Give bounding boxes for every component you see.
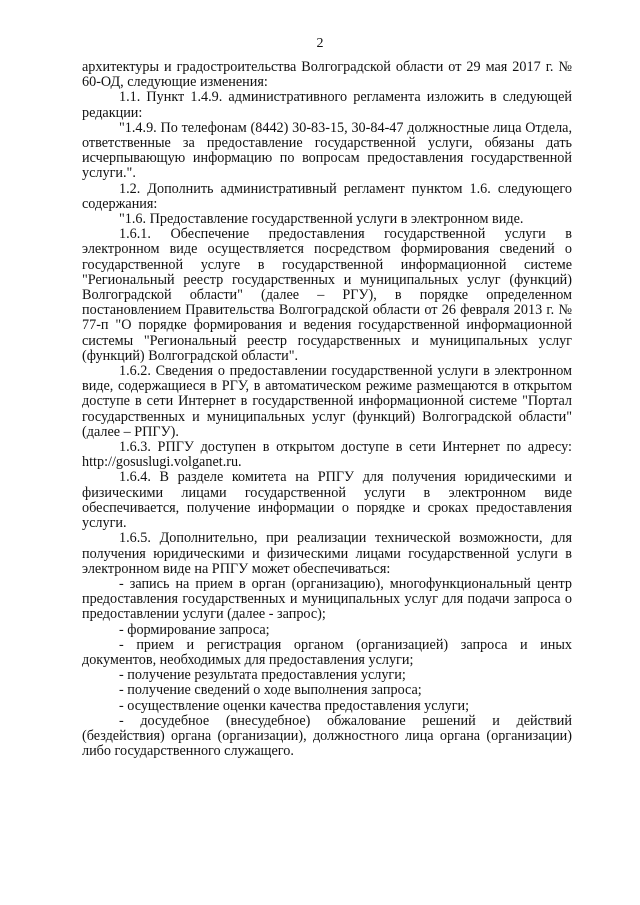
paragraph: 1.6.2. Сведения о предоставлении государственной услуги в электронном виде, содержащиеся в РГУ, в автоматическом режиме размещаются в открытом доступе в сети Интернет в государственной информационной системе "Портал государственных и муниципальных услуг (функций) Волгоградской области" (далее – РПГУ). [82,363,572,440]
list-item: - получение результата предоставления услуги; [119,667,406,684]
paragraph: 1.1. Пункт 1.4.9. административного регламента изложить в следующей редакции: [82,89,572,121]
paragraph: архитектуры и градостроительства Волгоградской области от 29 мая 2017 г. № 60-ОД, следующие изменения: [82,59,572,91]
paragraph: 1.2. Дополнить административный регламент пунктом 1.6. следующего содержания: [82,180,572,212]
paragraph: 1.6.1. Обеспечение предоставления государственной услуги в электронном виде осуществляется посредством формирования сведений о государственной услуге в государственной информационной системе "Региональный реестр государственных и муниципальных услуг (функций) Волгоградской области" (далее – РГУ), в порядке определенном постановлением Правительства Волгоградской области от 26 февраля 2013 г. № 77-п "О порядке формирования и ведения государственной информационной системы "Региональный реестр государственных и муниципальных услуг (функций) Волгоградской области". [82,226,572,364]
paragraph: 1.6.3. РПГУ доступен в открытом доступе в сети Интернет по адресу: http://gosuslugi.volganet.ru. [82,439,572,471]
paragraph: 1.6.5. Дополнительно, при реализации технической возможности, для получения юридическими и физическими лицами государственной услуги в электронном виде на РПГУ может обеспечиваться: [82,530,572,577]
list-item: - запись на прием в орган (организацию), многофункциональный центр предоставления государственных и муниципальных услуг для подачи запроса о предоставлении услуги (далее - запрос); [82,575,572,623]
paragraph: 1.6.4. В разделе комитета на РПГУ для получения юридическими и физическими лицами государственной услуги в электронном виде обеспечивается, получение информации о порядке и сроках предоставления услуги. [82,469,572,532]
document-body [82,60,572,759]
paragraph: "1.4.9. По телефонам (8442) 30-83-15, 30-84-47 должностные лица Отдела, ответственные за предоставление государственной услуги, обязаны дать исчерпывающую информацию по вопросам предоставления государственной услуги.". [82,119,572,182]
list-item: - прием и регистрация органом (организацией) запроса и иных документов, необходимых для предоставления услуги; [82,636,572,668]
list-item: - досудебное (внесудебное) обжалование решений и действий (бездействия) органа (организации), должностного лица органа (организации) либо государственного служащего. [82,712,572,760]
list-item: - получение сведений о ходе выполнения запроса; [119,682,422,699]
list-item: - осуществление оценки качества предоставления услуги; [119,697,470,714]
page-number: 2 [316,36,324,51]
paragraph: "1.6. Предоставление государственной услуги в электронном виде. [119,211,524,228]
list-item: - формирование запроса; [119,621,270,638]
